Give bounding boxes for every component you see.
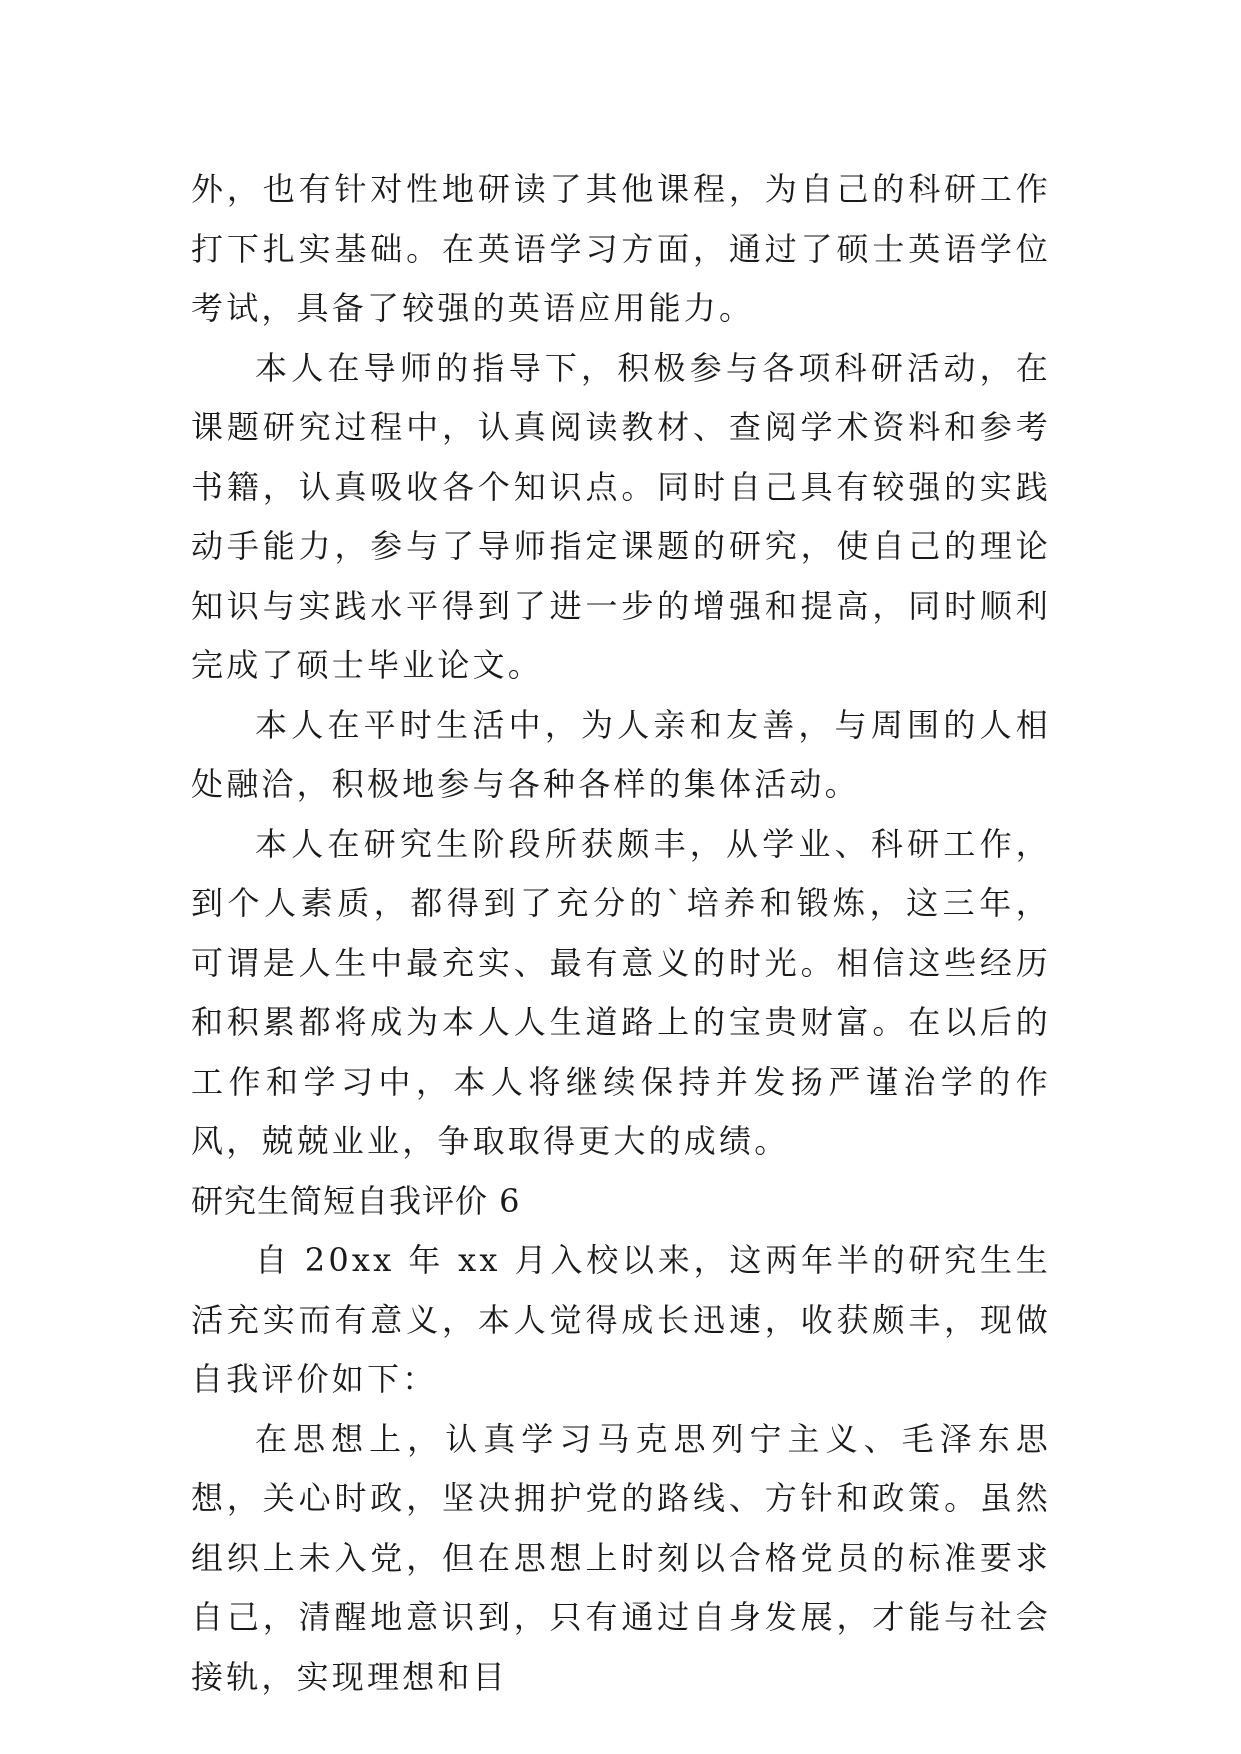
paragraph-daily-life: 本人在平时生活中，为人亲和友善，与周围的人相处融洽，积极地参与各种各样的集体活动。	[191, 705, 1051, 803]
paragraph-summary: 本人在研究生阶段所获颇丰，从学业、科研工作，到个人素质，都得到了充分的`培养和锻炼，这三年，可谓是人生中最充实、最有意义的时光。相信这些经历和积累都将成为本人人生道路上的宝贵财富。在以后的工作和学习中，本人将继续保持并发扬严谨治学的作风，兢兢业业，争取取得更大的成绩。	[191, 824, 1051, 1160]
section-heading: 研究生简短自我评价 6	[191, 1181, 521, 1220]
document-body	[191, 160, 1051, 1707]
paragraph-research-activities: 本人在导师的指导下，积极参与各项科研活动，在课题研究过程中，认真阅读教材、查阅学术资料和参考书籍，认真吸收各个知识点。同时自己具有较强的实践动手能力，参与了导师指定课题的研究，使自己的理论知识与实践水平得到了进一步的增强和提高，同时顺利完成了硕士毕业论文。	[191, 348, 1051, 684]
paragraph-continuation: 外，也有针对性地研读了其他课程，为自己的科研工作打下扎实基础。在英语学习方面，通过了硕士英语学位考试，具备了较强的英语应用能力。	[191, 170, 1051, 327]
paragraph-intro: 自 20xx 年 xx 月入校以来，这两年半的研究生生活充实而有意义，本人觉得成长迅速，收获颇丰，现做自我评价如下：	[191, 1241, 1051, 1398]
paragraph-ideology: 在思想上，认真学习马克思列宁主义、毛泽东思想，关心时政，坚决拥护党的路线、方针和政策。虽然组织上未入党，但在思想上时刻以合格党员的标准要求自己，清醒地意识到，只有通过自身发展，才能与社会接轨，实现理想和目	[191, 1419, 1051, 1696]
